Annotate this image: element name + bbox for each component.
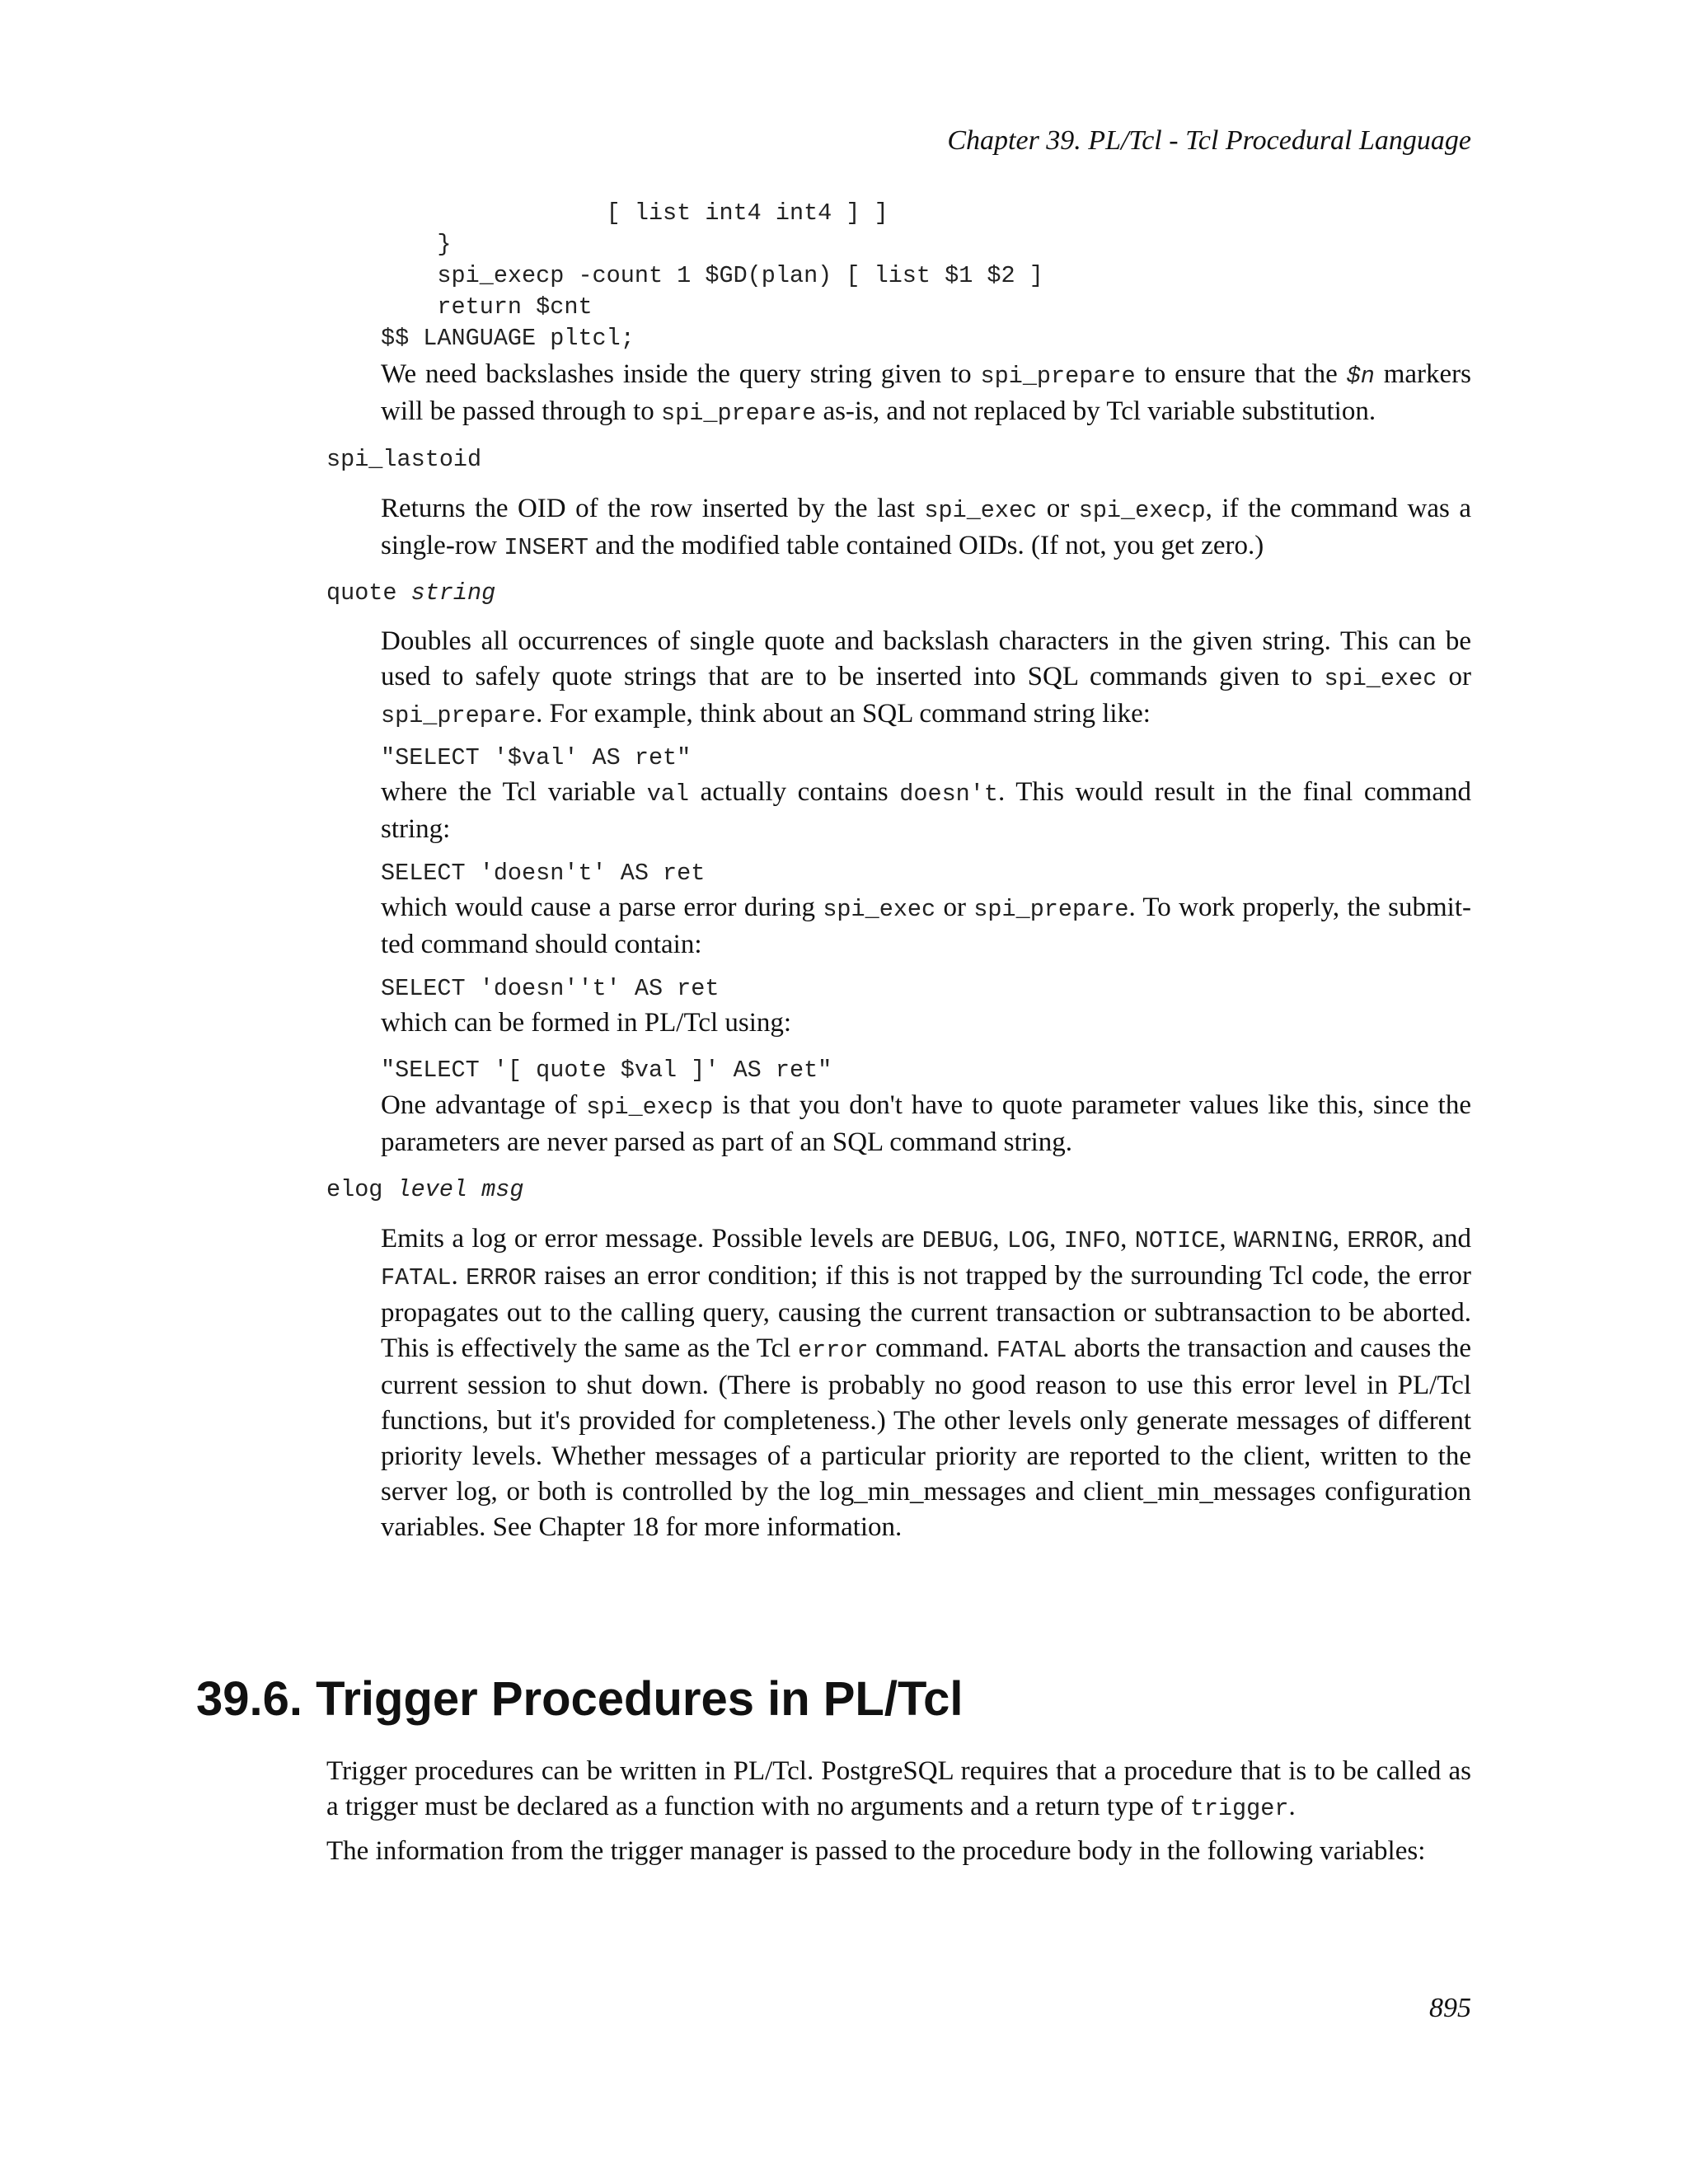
term-quote: quote string bbox=[326, 579, 496, 607]
paragraph-advantage: One advantage of spi_execp is that you don't have to quote parameter values like this, since the parameters are never parsed as part of an SQL command string. bbox=[381, 1090, 1471, 1157]
description-spi-lastoid: Returns the OID of the row inserted by the last spi_exec or spi_execp, if the command was a single-row INSERT and the modified table contained OIDs. (If not, you get zero.) bbox=[381, 494, 1471, 561]
code-line: spi_execp -count 1 $GD(plan) [ list $1 $2 ] bbox=[381, 262, 1043, 289]
paragraph-tcl-variable: where the Tcl variable val actually contains doesn't. This would result in the final command string: bbox=[381, 777, 1471, 844]
running-header: Chapter 39. PL/Tcl - Tcl Procedural Language bbox=[947, 125, 1471, 156]
code-line: return $cnt bbox=[381, 293, 593, 321]
paragraph-trigger-variables: The information from the trigger manager is passed to the procedure body in the following variables: bbox=[326, 1836, 1426, 1866]
description-quote: Doubles all occurrences of single quote and backslash characters in the given string. This can be used to safely quote strings that are to be inserted into SQL commands given to spi_exec or spi_prepare. For example, think about an SQL command string like: bbox=[381, 626, 1472, 729]
code-line: [ list int4 int4 ] ] bbox=[381, 199, 889, 227]
example-sql-3: SELECT 'doesn''t' AS ret bbox=[381, 975, 720, 1002]
paragraph-trigger-intro: Trigger procedures can be written in PL/Tcl. PostgreSQL requires that a procedure that is to be called as a trigger must be declared as a function with no arguments and a return type of trigger. bbox=[326, 1756, 1471, 1822]
example-sql-1: "SELECT '$val' AS ret" bbox=[381, 744, 692, 771]
example-sql-2: SELECT 'doesn't' AS ret bbox=[381, 860, 706, 887]
page-number: 895 bbox=[1429, 1993, 1471, 2023]
paragraph-formed-in-pltcl: which can be formed in PL/Tcl using: bbox=[381, 1008, 792, 1038]
paragraph-parse-error: which would cause a parse error during spi_exec or spi_prepare. To work properly, the submit-ted command should contain: bbox=[381, 893, 1471, 959]
example-sql-4: "SELECT '[ quote $val ]' AS ret" bbox=[381, 1057, 832, 1084]
section-heading: 39.6. Trigger Procedures in PL/Tcl bbox=[196, 1672, 964, 1726]
description-elog: Emits a log or error message. Possible levels are DEBUG, LOG, INFO, NOTICE, WARNING, ERROR, and FATAL. ERROR raises an error condition; if this is not trapped by the surrounding Tcl code, the error propagates out to the calling query, causing the current transaction or subtransaction to be aborted. This is effectively the same as the Tcl error command. FATAL aborts the transaction and causes the current session to shut down. (There is probably no good reason to use this error level in PL/Tcl functions, but it's provided for completeness.) The other levels only generate messages of different priority levels. Whether messages of a particular priority are reported to the client, written to the server log, or both is controlled by the log_min_messages and client_min_messages configuration variables. See Chapter 18 for more information. bbox=[381, 1224, 1472, 1542]
code-line: $$ LANGUAGE pltcl; bbox=[381, 325, 635, 352]
paragraph-backslashes: We need backslashes inside the query string given to spi_prepare to ensure that the $n markers will be passed through to spi_prepare as-is, and not replaced by Tcl variable substitution. bbox=[381, 359, 1471, 427]
code-block-top bbox=[381, 198, 1485, 354]
code-line: } bbox=[381, 231, 452, 258]
term-elog: elog level msg bbox=[326, 1176, 524, 1203]
term-spi-lastoid: spi_lastoid bbox=[326, 446, 482, 473]
